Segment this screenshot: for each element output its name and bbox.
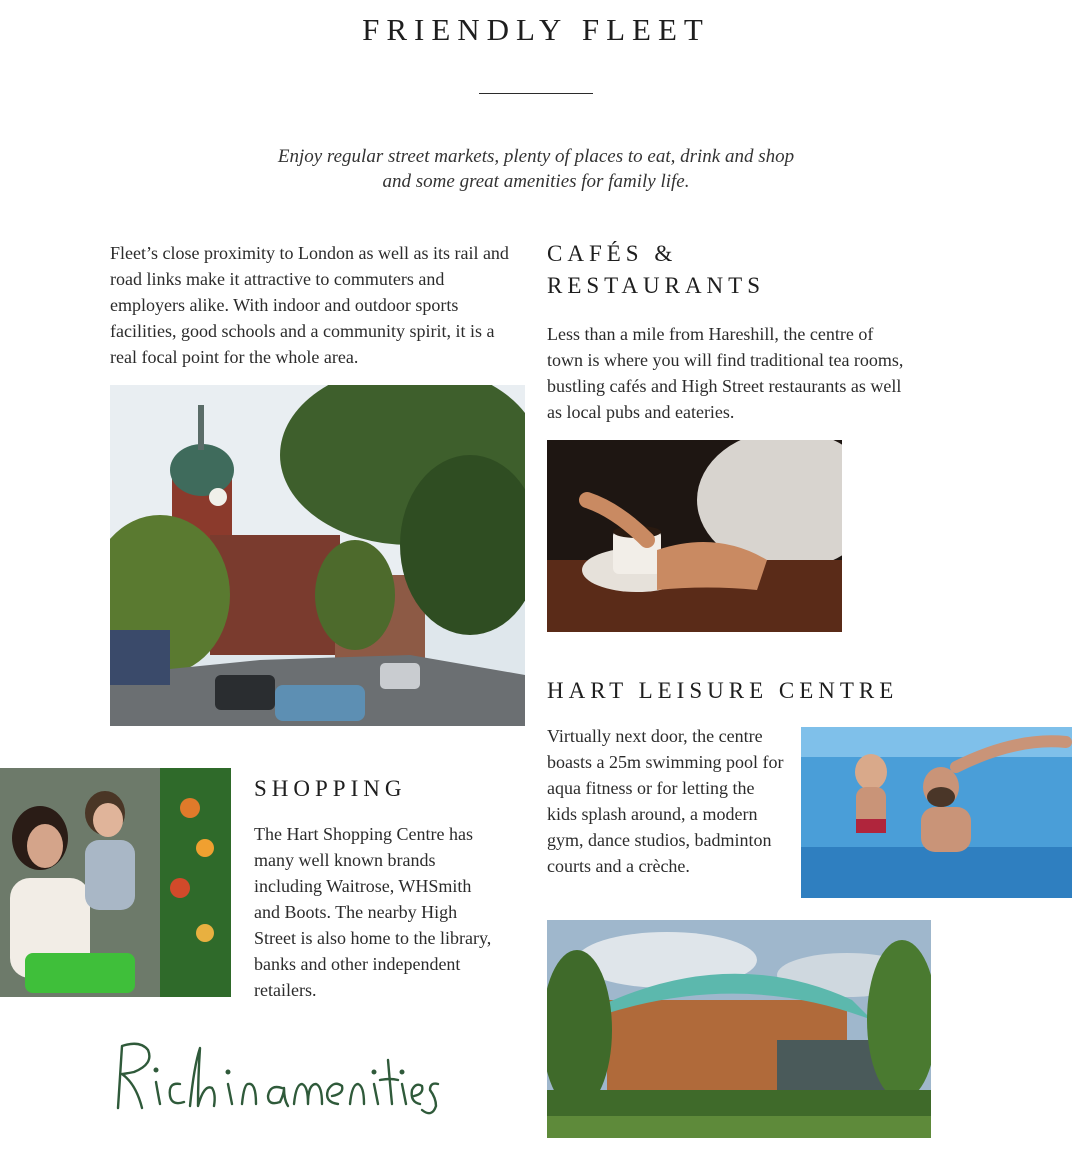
cafes-paragraph: Less than a mile from Hareshill, the centre of town is where you will find traditional tea rooms, bustling cafés and High Street restaurants as well as local pubs and eateries. bbox=[547, 324, 904, 422]
page-title: FRIENDLY FLEET bbox=[362, 12, 710, 47]
intro-line-2: and some great amenities for family life. bbox=[382, 171, 690, 192]
intro-text bbox=[236, 144, 836, 194]
leisure-heading: HART LEISURE CENTRE bbox=[547, 678, 899, 703]
shopping-photo bbox=[0, 768, 231, 997]
cafes-heading-line-2: RESTAURANTS bbox=[547, 273, 766, 298]
coffee-cup-photo bbox=[547, 440, 842, 632]
title-divider bbox=[479, 93, 593, 94]
cafes-heading bbox=[547, 238, 867, 302]
intro-line-1: Enjoy regular street markets, plenty of places to eat, drink and shop bbox=[277, 146, 795, 167]
town-street-photo bbox=[110, 385, 525, 726]
cafes-heading-line-1: CAFÉS & bbox=[547, 241, 678, 266]
shopping-heading: SHOPPING bbox=[254, 776, 407, 801]
overview-paragraph: Fleet’s close proximity to London as well as its rail and road links make it attractive to commuters and employers alike. With indoor and outdoor sports facilities, good schools and a community spirit, it is a real focal point for the whole area. bbox=[110, 243, 509, 367]
leisure-paragraph: Virtually next door, the centre boasts a 25m swimming pool for aqua fitness or for letting the kids splash around, a modern gym, dance studios, badminton courts and a crèche. bbox=[547, 726, 784, 876]
shopping-paragraph: The Hart Shopping Centre has many well known brands including Waitrose, WHSmith and Boots. The nearby High Street is also home to the library, banks and other independent retailers. bbox=[254, 824, 492, 1000]
leisure-centre-building-photo bbox=[547, 920, 931, 1138]
swimming-pool-photo bbox=[801, 727, 1072, 898]
rich-in-amenities-signature bbox=[104, 1030, 444, 1120]
